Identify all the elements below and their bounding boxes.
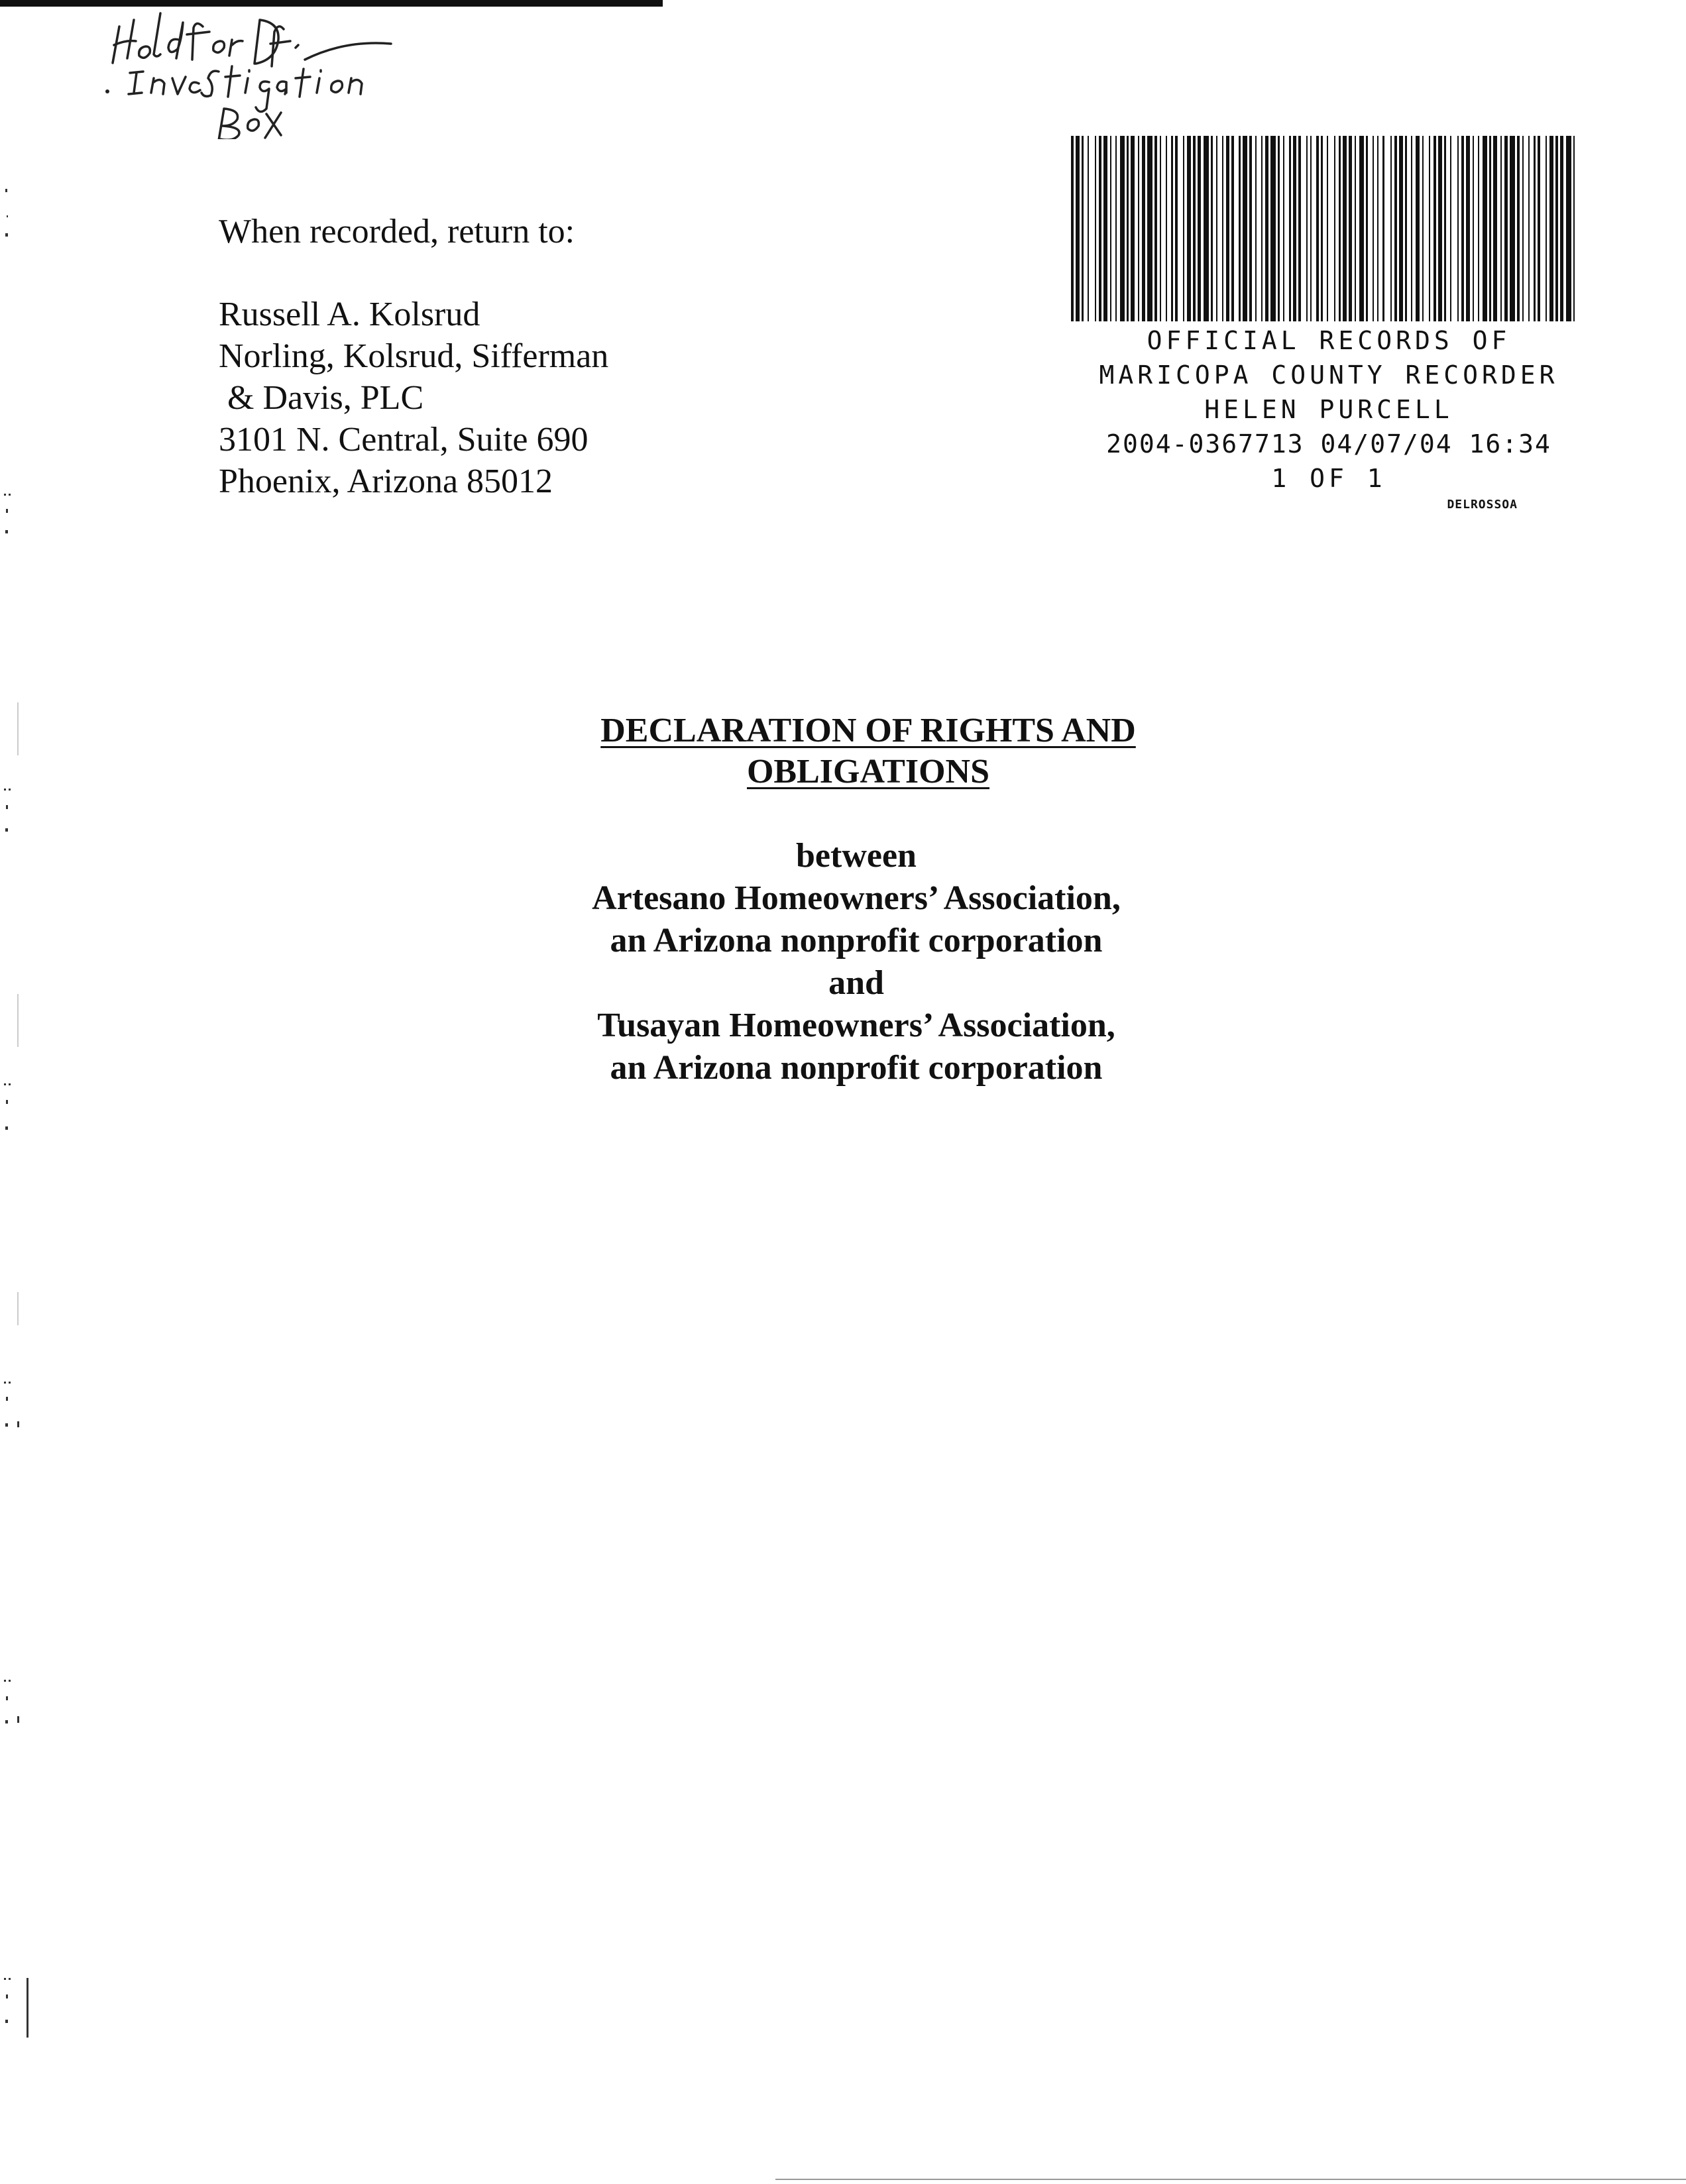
barcode-bar	[1510, 136, 1515, 321]
recorder-stamp	[1060, 136, 1591, 512]
barcode-bar	[1088, 136, 1089, 321]
party-1-type: an Arizona nonprofit corporation	[610, 922, 1103, 959]
barcode-bar	[1473, 136, 1474, 321]
barcode-bar	[1549, 136, 1553, 321]
barcode-bar	[1411, 136, 1412, 321]
barcode-bar	[1382, 136, 1384, 321]
return-header: When recorded, return to:	[219, 213, 575, 250]
barcode-bar	[1394, 136, 1397, 321]
barcode-bar	[1538, 136, 1540, 321]
barcode-bar	[1289, 136, 1291, 321]
barcode-bar	[1231, 136, 1234, 321]
barcode-bar	[1222, 136, 1223, 321]
barcode-bar	[1555, 136, 1558, 321]
between-label: between	[796, 837, 917, 875]
barcode-bar	[1193, 136, 1196, 321]
barcode-bar	[1099, 136, 1101, 321]
barcode-bar	[1339, 136, 1341, 321]
barcode-bar	[1377, 136, 1378, 321]
barcode-bar	[1343, 136, 1347, 321]
barcode-bar	[1416, 136, 1420, 321]
barcode-bar	[1147, 136, 1152, 321]
barcode-bar	[1103, 136, 1107, 321]
barcode-bar	[1082, 136, 1084, 321]
barcode-bar	[1071, 136, 1074, 321]
barcode-bar	[1154, 136, 1157, 321]
return-address-block	[219, 211, 608, 502]
barcode-bar	[1399, 136, 1403, 321]
barcode-bar	[1127, 136, 1129, 321]
barcode-bar	[1283, 136, 1284, 321]
barcode-bar	[1534, 136, 1536, 321]
barcode-bar	[1390, 136, 1392, 321]
barcode-bar	[1249, 136, 1252, 321]
barcode-bar	[1321, 136, 1323, 321]
barcode-bar	[1265, 136, 1268, 321]
barcode-bar	[1573, 136, 1575, 321]
barcode-bar	[1131, 136, 1135, 321]
barcode-bar	[1255, 136, 1257, 321]
return-address-line: Russell A. Kolsrud	[219, 296, 480, 333]
barcode-bar	[1110, 136, 1111, 321]
return-address-line: 3101 N. Central, Suite 690	[219, 421, 589, 459]
barcode-bar	[1298, 136, 1301, 321]
barcode-bar	[1457, 136, 1459, 321]
barcode-bar	[1166, 136, 1167, 321]
party-1-name: Artesano Homeowners’ Association,	[592, 879, 1121, 917]
barcode-bar	[1422, 136, 1424, 321]
barcode-bar	[1466, 136, 1470, 321]
barcode-bar	[1310, 136, 1312, 321]
barcode-bar	[1216, 136, 1217, 321]
barcode-bar	[1522, 136, 1524, 321]
barcode-bar	[1261, 136, 1263, 321]
barcode-bar	[1504, 136, 1508, 321]
barcode-bar	[1211, 136, 1213, 321]
barcode-bar	[1405, 136, 1407, 321]
clerk-id: DELROSSOA	[1447, 498, 1518, 512]
barcode-bar	[1293, 136, 1296, 321]
barcode	[1071, 136, 1575, 321]
barcode-bar	[1187, 136, 1191, 321]
scan-bottom-edge	[775, 2179, 1686, 2180]
barcode-bar	[1120, 136, 1125, 321]
barcode-bar	[1444, 136, 1446, 321]
barcode-bar	[1334, 136, 1335, 321]
return-address-line: Norling, Kolsrud, Sifferman	[219, 337, 609, 375]
return-address-line: & Davis, PLC	[219, 379, 424, 417]
barcode-bar	[1450, 136, 1451, 321]
barcode-bar	[1489, 136, 1491, 321]
return-address-line: Phoenix, Arizona 85012	[219, 463, 553, 500]
barcode-bar	[1438, 136, 1442, 321]
barcode-bar	[1528, 136, 1530, 321]
barcode-bar	[1461, 136, 1464, 321]
barcode-bar	[1546, 136, 1547, 321]
page-count: 1 OF 1	[1271, 464, 1386, 493]
barcode-bar	[1095, 136, 1096, 321]
barcode-bar	[1270, 136, 1276, 321]
barcode-bar	[1171, 136, 1173, 321]
party-2-type: an Arizona nonprofit corporation	[610, 1049, 1103, 1087]
parties-block	[0, 835, 1686, 1089]
barcode-bar	[1373, 136, 1374, 321]
recorder-line-2: MARICOPA COUNTY RECORDER	[1099, 360, 1559, 390]
recorder-line-3: HELEN PURCELL	[1204, 395, 1453, 424]
barcode-bar	[1560, 136, 1563, 321]
barcode-bar	[1175, 136, 1178, 321]
document-title-line-2: OBLIGATIONS	[746, 753, 990, 791]
barcode-bar	[1478, 136, 1479, 321]
barcode-bar	[1198, 136, 1201, 321]
party-2-name: Tusayan Homeowners’ Association,	[597, 1007, 1115, 1044]
barcode-bar	[1433, 136, 1436, 321]
barcode-bar	[1243, 136, 1247, 321]
barcode-bar	[1160, 136, 1161, 321]
barcode-bar	[1278, 136, 1280, 321]
barcode-bar	[1493, 136, 1497, 321]
barcode-bar	[1142, 136, 1145, 321]
document-title-line-1: DECLARATION OF RIGHTS AND	[600, 712, 1136, 749]
barcode-bar	[1355, 136, 1356, 321]
barcode-bar	[1359, 136, 1364, 321]
barcode-bar	[1115, 136, 1117, 321]
barcode-bar	[1566, 136, 1571, 321]
barcode-bar	[1500, 136, 1502, 321]
barcode-bar	[1349, 136, 1352, 321]
barcode-bar	[1429, 136, 1430, 321]
barcode-bar	[1183, 136, 1184, 321]
barcode-bar	[1076, 136, 1080, 321]
recorder-line-1: OFFICIAL RECORDS OF	[1147, 326, 1511, 355]
barcode-bar	[1226, 136, 1229, 321]
barcode-bar	[1204, 136, 1209, 321]
barcode-bar	[1483, 136, 1487, 321]
barcode-bar	[1366, 136, 1368, 321]
handwritten-note	[73, 0, 537, 139]
barcode-bar	[1327, 136, 1328, 321]
and-label: and	[828, 964, 884, 1002]
barcode-bar	[1138, 136, 1139, 321]
barcode-bar	[1306, 136, 1308, 321]
scan-margin-marks	[0, 0, 40, 2184]
barcode-bar	[1517, 136, 1520, 321]
barcode-bar	[1239, 136, 1241, 321]
recording-number: 2004-0367713 04/07/04 16:34	[1106, 429, 1551, 459]
document-title-block	[0, 710, 1686, 1089]
barcode-bar	[1316, 136, 1319, 321]
